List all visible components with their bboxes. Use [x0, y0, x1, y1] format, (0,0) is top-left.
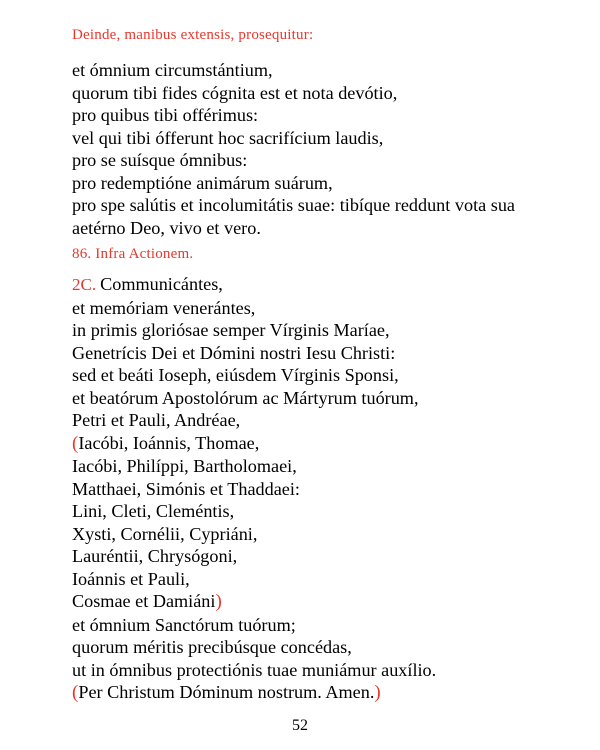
- prayer-line: [72, 590, 592, 614]
- bracket-text: Cosmae et Damiáni: [72, 591, 216, 611]
- prayer-line: aetérno Deo, vivo et vero.: [72, 217, 261, 238]
- prayer-block-2: [72, 273, 592, 705]
- prayer-line: in primis gloriósae semper Vírginis Maríae,: [72, 320, 390, 340]
- rubric-instruction: Deinde, manibus extensis, prosequitur:: [72, 27, 314, 43]
- text-marker-2c: 2C.: [72, 275, 97, 294]
- prayer-line: sed et beáti Ioseph, eiúsdem Vírginis Sponsi,: [72, 365, 399, 385]
- prayer-line: quorum méritis precibúsque concédas,: [72, 637, 352, 657]
- page-number: 52: [292, 717, 308, 734]
- prayer-line: et ómnium circumstántium,: [72, 60, 273, 80]
- prayer-line: pro quibus tibi offérimus:: [72, 105, 259, 125]
- prayer-line: [72, 432, 592, 456]
- open-bracket-mark: (: [72, 682, 79, 703]
- prayer-line: et memóriam venerántes,: [72, 297, 256, 318]
- prayer-line: Petri et Pauli, Andréae,: [72, 410, 241, 430]
- prayer-line: pro se suísque ómnibus:: [72, 150, 248, 170]
- open-bracket-mark: (: [72, 432, 79, 454]
- close-bracket-mark: ): [215, 591, 222, 612]
- prayer-line: vel qui tibi ófferunt hoc sacrifícium laudis,: [72, 127, 384, 148]
- prayer-line: et beatórum Apostolórum ac Mártyrum tuórum,: [72, 387, 419, 408]
- prayer-line: Xysti, Cornélii, Cypriáni,: [72, 523, 258, 544]
- prayer-line: Lauréntii, Chrysógoni,: [72, 546, 238, 566]
- prayer-line: Lini, Cleti, Cleméntis,: [72, 501, 235, 521]
- section-heading: 86. Infra Actionem.: [72, 246, 194, 262]
- conclusion-text: Per Christum Dóminum nostrum. Amen.: [78, 682, 375, 702]
- prayer-line: [72, 273, 592, 297]
- prayer-line: Matthaei, Simónis et Thaddaei:: [72, 478, 300, 499]
- prayer-line: et ómnium Sanctórum tuórum;: [72, 614, 296, 635]
- prayer-block-1: [72, 59, 592, 239]
- prayer-line: Iacóbi, Philíppi, Bartholomaei,: [72, 456, 297, 476]
- prayer-line: pro spe salútis et incolumitátis suae: tibíque reddunt vota sua: [72, 195, 515, 215]
- prayer-line: pro redemptióne animárum suárum,: [72, 172, 333, 193]
- communicantes-text: Communicántes,: [100, 274, 223, 294]
- prayer-line: Ioánnis et Pauli,: [72, 568, 190, 589]
- bracket-text: Iacóbi, Ioánnis, Thomae,: [78, 432, 260, 453]
- prayer-line: Genetrícis Dei et Dómini nostri Iesu Christi:: [72, 342, 396, 363]
- prayer-line: [72, 681, 592, 705]
- close-bracket-mark: ): [374, 682, 381, 703]
- prayer-line: ut in ómnibus protectiónis tuae muniámur auxílio.: [72, 659, 437, 680]
- prayer-line: quorum tibi fides cógnita est et nota devótio,: [72, 82, 398, 103]
